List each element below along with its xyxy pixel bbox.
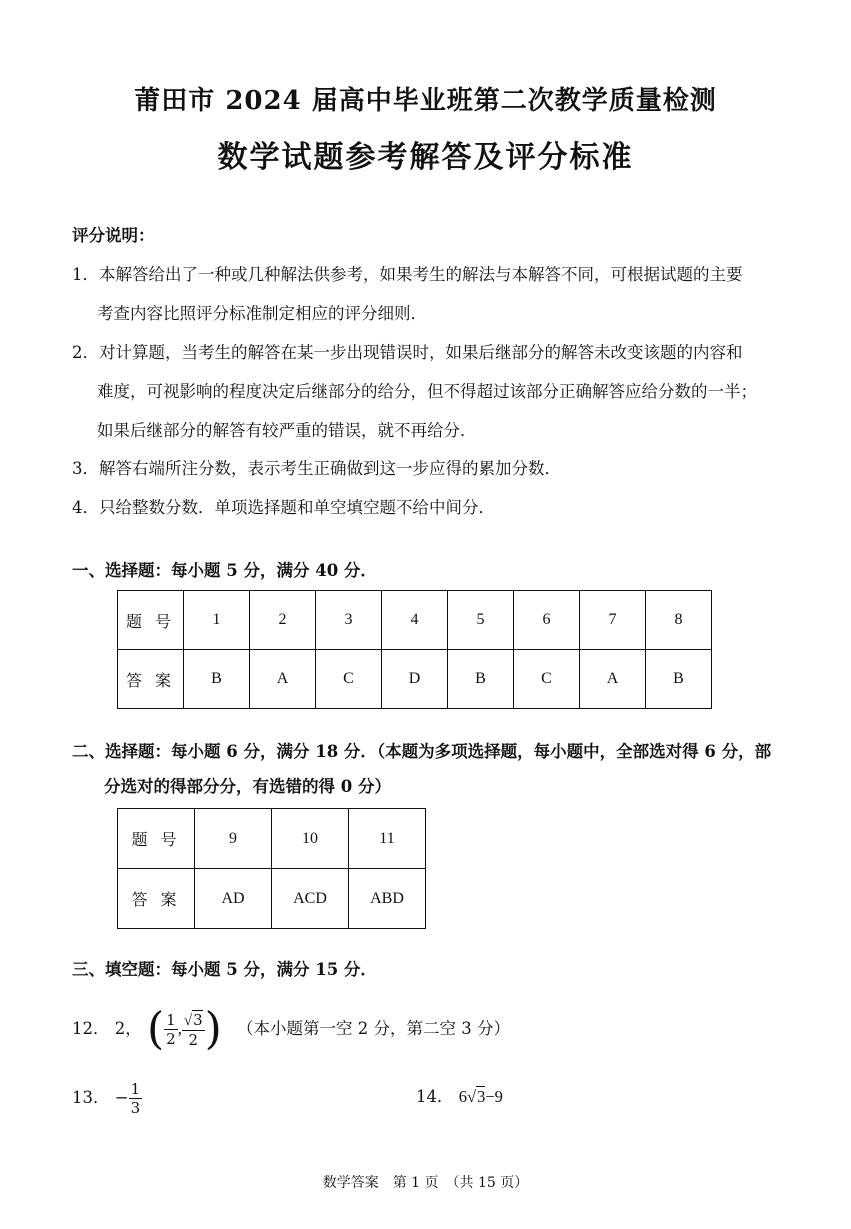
row-label: 题 号 [118,809,195,869]
row-label: 题 号 [118,591,184,650]
q12-note: （本小题第一空 2 分，第二空 3 分） [237,1019,511,1038]
question-number: 7 [580,591,646,650]
note-item: 3．解答右端所注分数，表示考生正确做到这一步应得的累加分数． [72,459,561,478]
question-number: 10 [272,809,349,869]
question-number: 2 [250,591,316,650]
note-item: 4．只给整数分数．单项选择题和单空填空题不给中间分． [72,498,495,517]
q12-frac1: $\frac{1}{2}$ [166,1011,176,1048]
q14-label: 14． [416,1087,454,1106]
question-number: 9 [195,809,272,869]
question-number: 6 [514,591,580,650]
note-item: 难度，可视影响的程度决定后继部分的给分，但不得超过该部分正确解答应给分数的一半； [97,382,757,401]
answer-table-1 [117,590,712,709]
answer-cell: ACD [272,869,349,929]
answer-cell: ABD [349,869,426,929]
answer-cell: C [316,650,382,709]
section2-heading: 二、选择题：每小题 6 分，满分 18 分．（本题为多项选择题，每小题中，全部选对得 6 分，部 [72,742,772,761]
note-item: 1．本解答给出了一种或几种解法供参考，如果考生的解法与本解答不同，可根据试题的主要 [72,265,743,284]
question-number: 1 [184,591,250,650]
answer-cell: A [250,650,316,709]
answer-cell: AD [195,869,272,929]
page-footer: 数学答案 第 1 页 （共 15 页） [322,1175,529,1191]
q13-answer [72,1075,142,1123]
page-title: 莆田市 2024 届高中毕业班第二次教学质量检测 [134,86,717,116]
minus-sign: − [114,1088,129,1107]
question-number: 5 [448,591,514,650]
note-item: 考查内容比照评分标准制定相应的评分细则． [97,304,427,323]
q12-frac2: $\frac{√3}{2}$ [183,1010,203,1049]
q12-label: 12． [72,1019,110,1038]
row-label: 答 案 [118,650,184,709]
table-row [118,650,712,709]
row-label: 答 案 [118,869,195,929]
q12-answer: 12． 2， ( $\frac{1}{2}$ , $\frac{√3}{2}$ ) （本小题第一空 2 分，第二空 3 分） [72,1003,511,1055]
answer-cell: B [646,650,712,709]
left-paren: ( [147,1003,165,1055]
answer-cell: B [184,650,250,709]
table-row [118,591,712,650]
q12-answer1: 2， [114,1019,142,1038]
section1-heading: 一、选择题：每小题 5 分，满分 40 分． [72,561,377,580]
question-number: 3 [316,591,382,650]
answer-cell: D [382,650,448,709]
q13-frac: $\frac{1}{3}$ [130,1080,141,1117]
answer-table-2 [117,808,426,929]
question-number: 8 [646,591,712,650]
section3-heading: 三、填空题：每小题 5 分，满分 15 分． [72,960,377,979]
answer-cell: A [580,650,646,709]
table-row [118,809,426,869]
answer-cell: B [448,650,514,709]
right-paren: ) [204,1003,222,1055]
q13-label: 13． [72,1088,110,1107]
q14-answer: 14． 6√3−9 [416,1087,503,1106]
table-row [118,869,426,929]
note-item: 2．对计算题，当考生的解答在某一步出现错误时，如果后继部分的解答未改变该题的内容和 [72,343,743,362]
page-subtitle: 数学试题参考解答及评分标准 [217,140,634,175]
answer-cell: C [514,650,580,709]
notes-heading: 评分说明： [72,226,155,245]
note-item: 如果后继部分的解答有较严重的错误，就不再给分． [97,421,477,440]
section2-heading-cont: 分选对的得部分分，有选错的得 0 分） [104,777,391,796]
question-number: 11 [349,809,426,869]
question-number: 4 [382,591,448,650]
